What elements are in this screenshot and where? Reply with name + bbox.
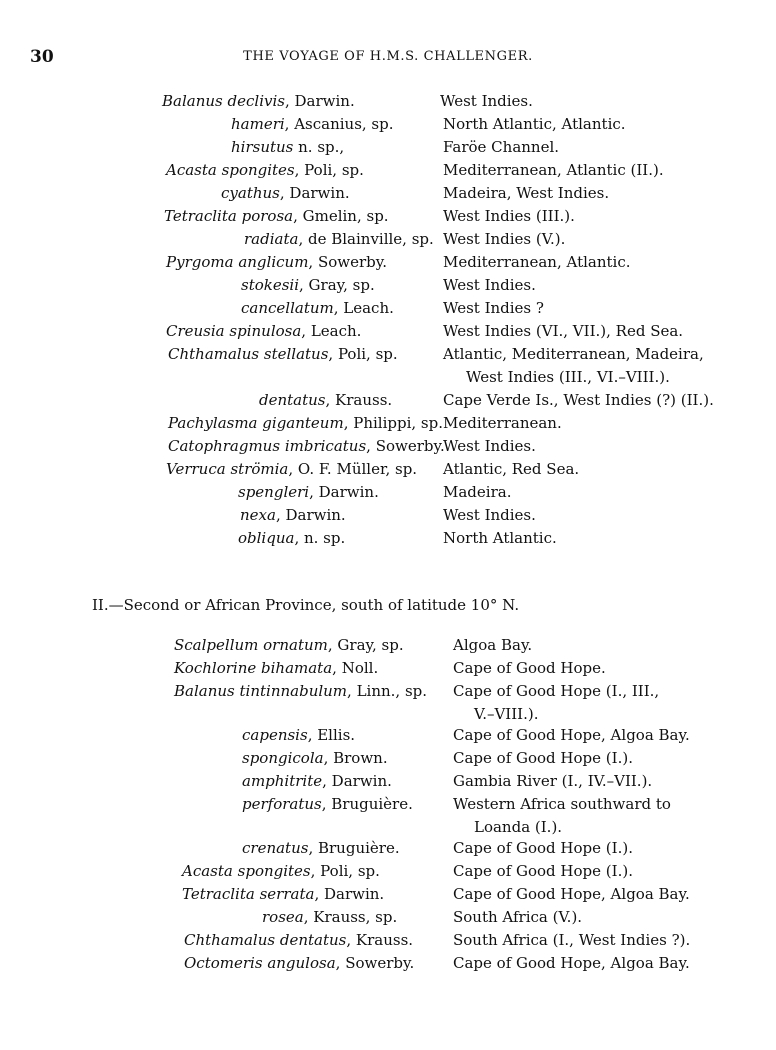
species-epithet: rosea xyxy=(262,908,304,926)
species-epithet: hameri xyxy=(231,115,285,133)
species-name xyxy=(168,345,398,363)
locality: Cape of Good Hope (I., III., xyxy=(453,682,660,700)
species-name xyxy=(184,931,413,949)
locality: Western Africa southward to xyxy=(453,795,671,813)
genus: Balanus xyxy=(162,92,223,110)
authority: , Poli, sp. xyxy=(328,345,398,363)
locality: West Indies (V.). xyxy=(443,230,566,248)
authority: , Bruguière. xyxy=(321,795,413,813)
authority: , Brown. xyxy=(323,749,388,767)
locality: Cape of Good Hope (I.). xyxy=(453,749,633,767)
species-name xyxy=(174,682,427,700)
genus: Pyrgoma xyxy=(166,253,234,271)
authority: , Ascanius, sp. xyxy=(284,115,394,133)
page-number: 30 xyxy=(30,47,54,67)
authority: , Sowerby. xyxy=(366,437,445,455)
locality: Mediterranean, Atlantic (II.). xyxy=(443,161,664,179)
species-epithet: amphitrite xyxy=(242,772,323,790)
genus: Pachylasma xyxy=(168,414,258,432)
species-name xyxy=(166,161,364,179)
authority: , Noll. xyxy=(332,659,379,677)
authority: , Linn., sp. xyxy=(347,682,428,700)
authority: , n. sp. xyxy=(294,529,346,547)
genus: Chthamalus xyxy=(168,345,260,363)
species-epithet: dentatus xyxy=(279,931,347,949)
locality: Mediterranean, Atlantic. xyxy=(443,253,631,271)
genus: Creusia xyxy=(166,322,225,340)
locality: Cape of Good Hope (I.). xyxy=(453,839,633,857)
authority: , Poli, sp. xyxy=(310,862,380,880)
authority: , Ellis. xyxy=(307,726,356,744)
species-name xyxy=(242,726,355,744)
genus: Kochlorine xyxy=(174,659,257,677)
locality: Cape of Good Hope, Algoa Bay. xyxy=(453,954,690,972)
authority: , de Blainville, sp. xyxy=(298,230,434,248)
species-name xyxy=(240,506,346,524)
species-name xyxy=(162,92,355,110)
genus: Chthamalus xyxy=(184,931,276,949)
species-name xyxy=(164,207,389,225)
species-epithet: imbricatus xyxy=(284,437,367,455)
species-epithet: cancellatum xyxy=(241,299,334,317)
species-epithet: hirsutus xyxy=(231,138,294,156)
authority: , Darwin. xyxy=(275,506,346,524)
species-name xyxy=(182,862,380,880)
species-epithet: spinulosa xyxy=(229,322,302,340)
species-name xyxy=(182,885,384,903)
authority: , Darwin. xyxy=(309,483,379,501)
locality-continuation: V.–VIII.). xyxy=(474,705,539,723)
species-epithet: tintinnabulum xyxy=(239,682,348,700)
species-name xyxy=(231,138,344,156)
locality: Algoa Bay. xyxy=(453,636,533,654)
species-name xyxy=(168,414,443,432)
species-epithet: anglicum xyxy=(238,253,309,271)
locality: West Indies. xyxy=(443,276,536,294)
section-heading-african-province: II.—Second or African Province, south of latitude 10° N. xyxy=(92,596,520,614)
authority: , Darwin. xyxy=(284,92,355,110)
species-epithet: radiata xyxy=(244,230,299,248)
authority: , Poli, sp. xyxy=(294,161,364,179)
genus: Tetraclita xyxy=(164,207,237,225)
genus: Scalpellum xyxy=(174,636,259,654)
locality-continuation: West Indies (III., VI.–VIII.). xyxy=(466,368,670,386)
species-name xyxy=(166,322,361,340)
species-epithet: nexa xyxy=(240,506,276,524)
species-epithet: capensis xyxy=(242,726,308,744)
genus: Tetraclita xyxy=(182,885,255,903)
locality-continuation: Loanda (I.). xyxy=(474,818,563,836)
species-epithet: strömia xyxy=(230,460,289,478)
locality: South Africa (I., West Indies ?). xyxy=(453,931,691,949)
authority: , Gray, sp. xyxy=(299,276,375,294)
locality: Madeira. xyxy=(443,483,512,501)
locality: North Atlantic, Atlantic. xyxy=(443,115,626,133)
locality: Atlantic, Red Sea. xyxy=(443,460,580,478)
species-name xyxy=(168,437,445,455)
locality: Cape of Good Hope (I.). xyxy=(453,862,633,880)
species-epithet: stokesii xyxy=(241,276,300,294)
locality: Gambia River (I., IV.–VII.). xyxy=(453,772,653,790)
species-epithet: perforatus xyxy=(242,795,322,813)
species-epithet: stellatus xyxy=(263,345,329,363)
species-name xyxy=(238,529,345,547)
species-name xyxy=(238,483,379,501)
species-epithet: declivis xyxy=(227,92,285,110)
species-epithet: crenatus xyxy=(242,839,309,857)
species-name xyxy=(244,230,434,248)
authority: , Gray, sp. xyxy=(327,636,404,654)
authority: , Krauss, sp. xyxy=(303,908,398,926)
authority: , O. F. Müller, sp. xyxy=(288,460,418,478)
locality: North Atlantic. xyxy=(443,529,557,547)
locality: West Indies. xyxy=(440,92,533,110)
genus: Octomeris xyxy=(184,954,263,972)
species-epithet: ornatum xyxy=(263,636,328,654)
species-epithet: bihamata xyxy=(261,659,333,677)
species-epithet: spengleri xyxy=(238,483,310,501)
species-epithet: spongicola xyxy=(242,749,324,767)
running-title: THE VOYAGE OF H.M.S. CHALLENGER. xyxy=(243,49,533,64)
authority: , Darwin. xyxy=(322,772,392,790)
genus: Catophragmus xyxy=(168,437,281,455)
species-name xyxy=(241,276,375,294)
locality: West Indies (III.). xyxy=(443,207,575,225)
locality: West Indies. xyxy=(443,506,536,524)
authority: , Darwin. xyxy=(314,885,385,903)
species-name xyxy=(174,636,404,654)
locality: Madeira, West Indies. xyxy=(443,184,610,202)
authority: , Bruguière. xyxy=(308,839,400,857)
authority: , Leach. xyxy=(301,322,362,340)
locality: South Africa (V.). xyxy=(453,908,583,926)
species-epithet: obliqua xyxy=(238,529,295,547)
locality: Cape Verde Is., West Indies (?) (II.). xyxy=(443,391,714,409)
authority: , Gmelin, sp. xyxy=(293,207,389,225)
genus: Verruca xyxy=(166,460,226,478)
species-epithet: dentatus xyxy=(259,391,326,409)
locality: Mediterranean. xyxy=(443,414,562,432)
species-name xyxy=(262,908,397,926)
species-name xyxy=(174,659,378,677)
genus: Acasta xyxy=(182,862,233,880)
species-name xyxy=(231,115,394,133)
species-name xyxy=(242,839,400,857)
authority: , Sowerby. xyxy=(308,253,388,271)
locality: Cape of Good Hope. xyxy=(453,659,606,677)
authority: n. sp., xyxy=(293,138,345,156)
genus: Acasta xyxy=(166,161,217,179)
authority: , Leach. xyxy=(333,299,394,317)
species-name xyxy=(184,954,414,972)
locality: Cape of Good Hope, Algoa Bay. xyxy=(453,885,690,903)
species-epithet: cyathus xyxy=(221,184,280,202)
authority: , Krauss. xyxy=(325,391,393,409)
locality: Atlantic, Mediterranean, Madeira, xyxy=(443,345,704,363)
species-epithet: porosa xyxy=(241,207,294,225)
species-name xyxy=(166,460,417,478)
species-epithet: spongites xyxy=(221,161,295,179)
species-name xyxy=(241,299,394,317)
species-name xyxy=(242,749,388,767)
species-epithet: spongites xyxy=(237,862,311,880)
authority: , Sowerby. xyxy=(335,954,415,972)
species-name xyxy=(221,184,350,202)
locality: Cape of Good Hope, Algoa Bay. xyxy=(453,726,690,744)
species-name xyxy=(242,772,392,790)
species-epithet: serrata xyxy=(259,885,315,903)
locality: West Indies ? xyxy=(443,299,544,317)
species-epithet: angulosa xyxy=(267,954,336,972)
authority: , Krauss. xyxy=(346,931,414,949)
authority: , Darwin. xyxy=(279,184,350,202)
authority: , Philippi, sp. xyxy=(343,414,443,432)
locality: West Indies (VI., VII.), Red Sea. xyxy=(443,322,684,340)
locality: Faröe Channel. xyxy=(443,138,560,156)
genus: Balanus xyxy=(174,682,235,700)
species-name xyxy=(259,391,392,409)
species-name xyxy=(242,795,413,813)
species-name xyxy=(166,253,387,271)
species-epithet: giganteum xyxy=(262,414,344,432)
locality: West Indies. xyxy=(443,437,536,455)
